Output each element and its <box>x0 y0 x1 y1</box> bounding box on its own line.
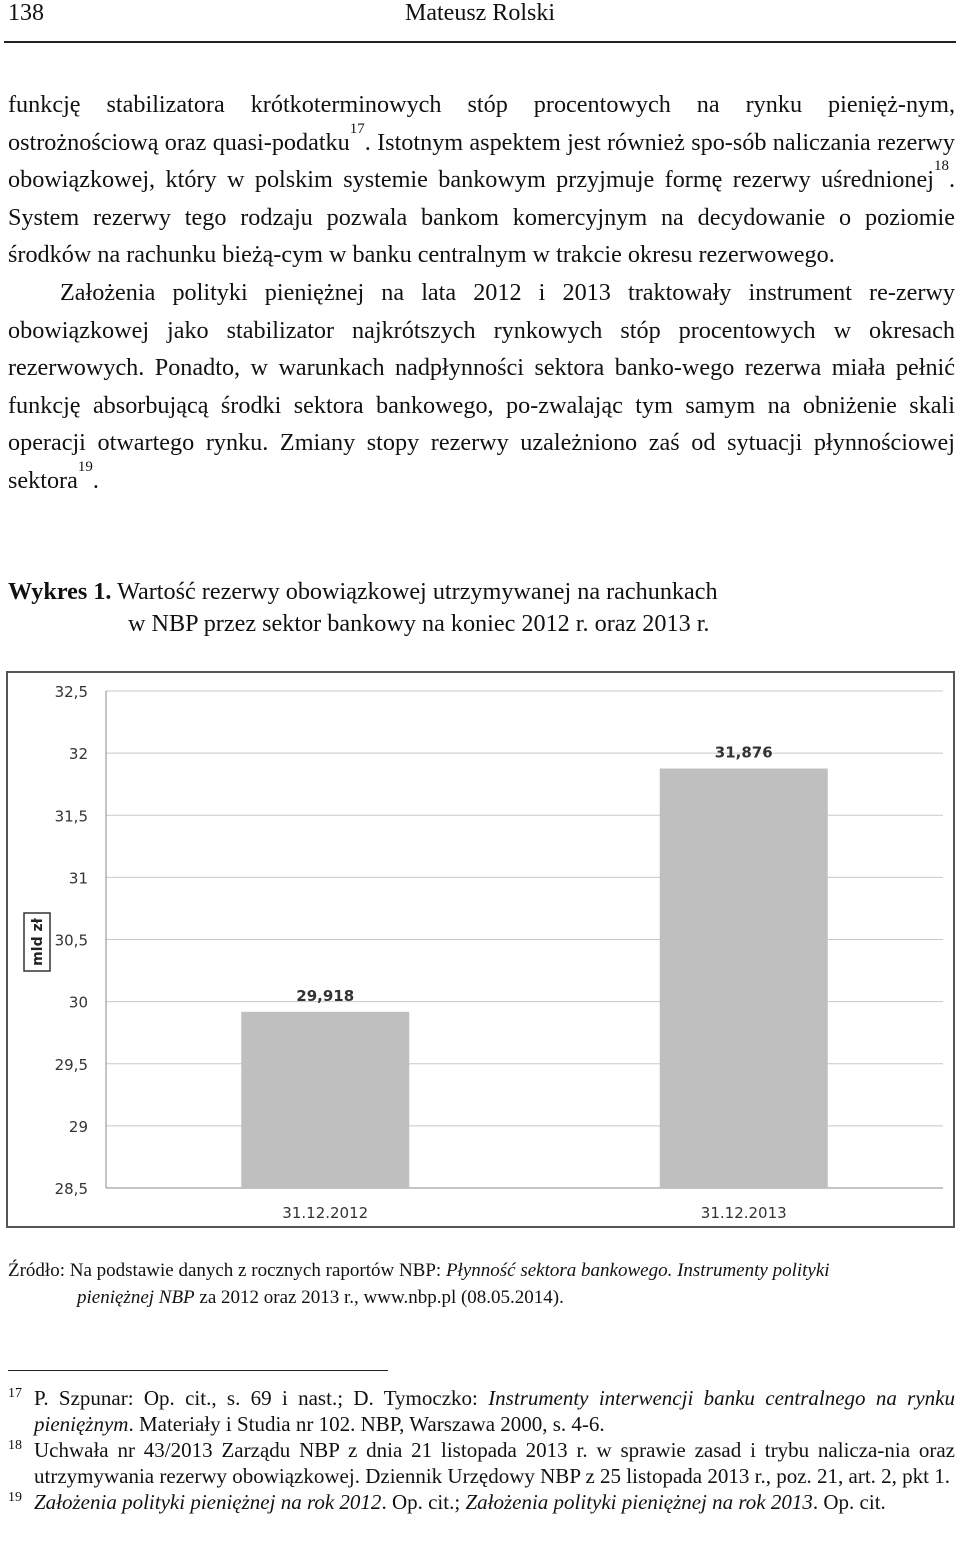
footnote-18: 18 Uchwała nr 43/2013 Zarządu NBP z dnia 21 listopada 2013 r. w sprawie zasad i trybu nalicza-nia oraz utrzymywania rezerwy obowiązkowej. Dziennik Urzędowy NBP z 25 listopada 2013 r., poz. 21, art. 2, pkt 1. <box>8 1438 955 1488</box>
body-text <box>8 86 955 500</box>
y-tick-label: 30 <box>68 993 88 1012</box>
footnotes <box>8 1385 955 1515</box>
data-label: 31,876 <box>714 743 773 762</box>
footnote-ref-19[interactable]: 19 <box>77 458 93 475</box>
source-label: Źródło: <box>8 1260 65 1281</box>
bar-31.12.2012 <box>241 1012 409 1188</box>
bar-chart <box>8 673 953 1226</box>
y-tick-label: 30,5 <box>54 931 88 950</box>
figure-caption-line-1: Wartość rezerwy obowiązkowej utrzymywanej na rachunkach <box>117 578 718 605</box>
footnote-rule <box>8 1370 388 1371</box>
page-header <box>8 0 952 40</box>
paragraph-1: funkcję stabilizatora krótkoterminowych stóp procentowych na rynku pienięż-nym, ostrożnościową oraz quasi-podatku$^{17}$. Istotnym aspektem jest również spo-sób naliczania rezerwy obowiązkowej, który w polskim systemie bankowym przyjmuje formę rezerwy uśrednionej$^{18}$. System rezerwy tego rodzaju pozwala bankom komercyjnym na decydowanie o poziomie środków na rachunku bieżą-cym w banku centralnym w trakcie okresu rezerwowego. <box>8 91 955 269</box>
footnote-ref-18[interactable]: 18 <box>933 158 949 175</box>
figure-caption-line-2: w NBP przez sektor bankowy na koniec 2012 r. oraz 2013 r. <box>128 610 710 637</box>
y-tick-label: 29 <box>68 1117 88 1136</box>
bar-31.12.2013 <box>660 769 828 1188</box>
running-title-author: Mateusz Rolski <box>405 0 555 26</box>
footnote-ref-17[interactable]: 17 <box>349 120 365 137</box>
page-number: 138 <box>8 0 44 26</box>
footnote-19: 19 Założenia polityki pieniężnej na rok 2012. Op. cit.; Założenia polityki pieniężnej na rok 2013. Op. cit. <box>8 1490 886 1514</box>
y-tick-label: 32,5 <box>54 683 88 701</box>
y-tick-label: 28,5 <box>54 1180 88 1198</box>
header-rule <box>4 41 956 43</box>
figure-source: Źródło: Na podstawie danych z rocznych raportów NBP: Płynność sektora bankowego. Instrumenty polityki pieniężnej NBP za 2012 oraz 2013 r., www.nbp.pl (08.05.2014). <box>8 1260 830 1308</box>
figure-caption <box>8 576 948 640</box>
footnote-17: 17 P. Szpunar: Op. cit., s. 69 i nast.; D. Tymoczko: Instrumenty interwencji banku centralnego na rynku pieniężnym. Materiały i Studia nr 102. NBP, Warszawa 2000, s. 4-6. <box>8 1386 955 1436</box>
y-tick-label: 32 <box>68 745 88 764</box>
bar-chart-frame <box>6 671 955 1228</box>
x-tick-label: 31.12.2012 <box>282 1204 369 1222</box>
y-tick-label: 31,5 <box>54 807 88 826</box>
data-label: 29,918 <box>296 986 355 1005</box>
y-tick-label: 31 <box>68 869 88 888</box>
y-tick-label: 29,5 <box>54 1055 88 1074</box>
y-axis-label: mld zł <box>30 918 46 966</box>
x-tick-label: 31.12.2013 <box>700 1204 787 1222</box>
paragraph-2: Założenia polityki pieniężnej na lata 2012 i 2013 traktowały instrument re-zerwy obowiązkowej jako stabilizator najkrótszych rynkowych stóp procentowych w okresach rezerwowych. Ponadto, w warunkach nadpłynności sektora banko-wego rezerwa miała pełnić funkcję absorbującą środki sektora bankowego, po-zwalając tym samym na obniżenie skali operacji otwartego rynku. Zmiany stopy rezerwy uzależniono zaś od sytuacji płynnościowej sektora$^{19}$. <box>8 278 955 494</box>
figure-label: Wykres 1. <box>8 578 112 605</box>
